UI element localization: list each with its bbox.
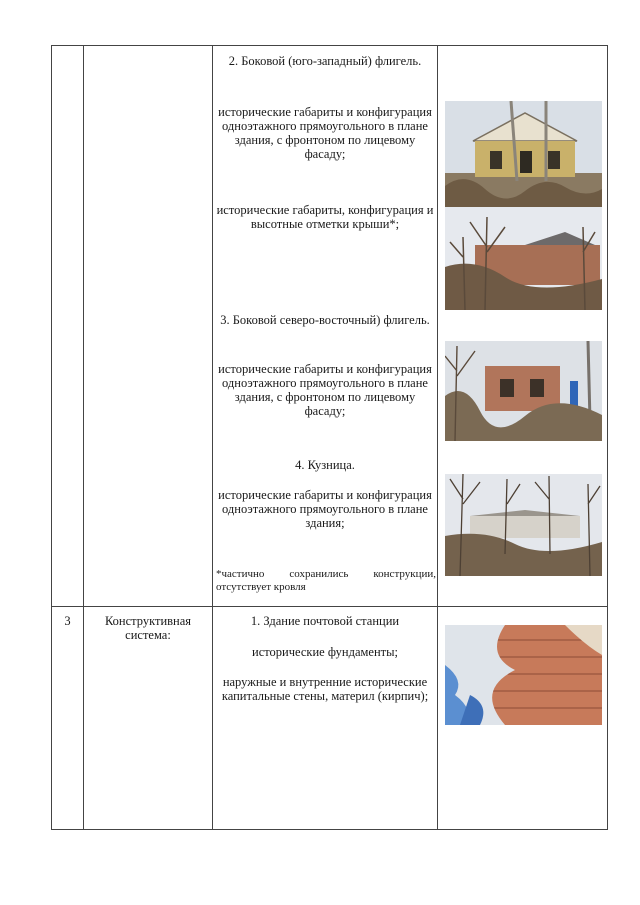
item-text-walls: наружные и внутренние исторические капитальные стены, материл (кирпич); — [221, 675, 429, 703]
category-label: Конструктивная система: — [104, 614, 192, 642]
photo-pediment-building-icon — [445, 101, 602, 207]
item-text-forge-dimensions: исторические габариты и конфигурация одноэтажного прямоугольного в плане здания; — [218, 488, 432, 530]
footnote: *частично сохранились конструкции, отсутствует кровля — [216, 568, 436, 593]
item-heading-sw-wing: 2. Боковой (юго-западный) флигель. — [228, 54, 422, 68]
item-text-sw-wing-roof: исторические габариты, конфигурация и высотные отметки крыши*; — [216, 203, 434, 231]
item-text-ne-wing-dimensions: исторические габариты и конфигурация одноэтажного прямоугольного в плане здания, с фронтоном по лицевому фасаду; — [218, 362, 432, 418]
item-text-sw-wing-dimensions: исторические габариты и конфигурация одноэтажного прямоугольного в плане здания, с фронтоном по лицевому фасаду; — [218, 105, 432, 161]
photo-brick-wall-texture-icon — [445, 625, 602, 725]
attributes-table — [51, 45, 608, 830]
row-divider — [52, 606, 607, 607]
photo-forge-ruin-icon — [445, 474, 602, 576]
row-number: 3 — [64, 614, 71, 628]
column-divider — [212, 46, 213, 829]
photo-ruined-house-icon — [445, 341, 602, 441]
column-divider — [437, 46, 438, 829]
item-text-foundations: исторические фундаменты; — [252, 645, 398, 659]
column-divider — [83, 46, 84, 829]
item-heading-post-station: 1. Здание почтовой станции — [250, 614, 400, 628]
photo-ruined-wall-trees-icon — [445, 207, 602, 310]
item-heading-ne-wing: 3. Боковой северо-восточный) флигель. — [220, 313, 430, 327]
item-heading-forge: 4. Кузница. — [295, 458, 355, 472]
